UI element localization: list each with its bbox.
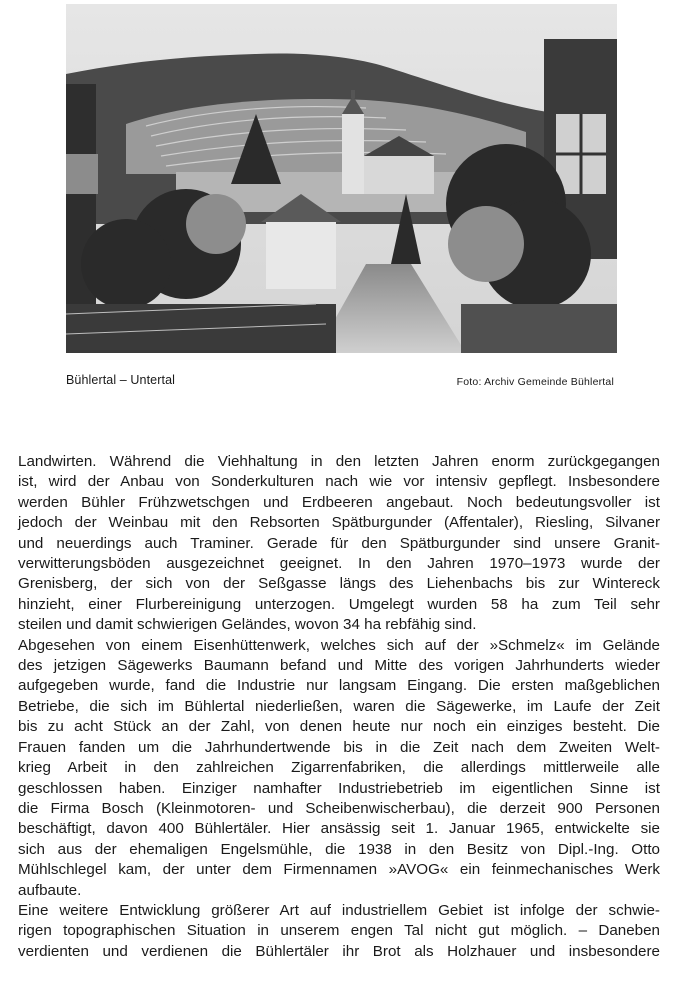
text-line: aufbaute.: [18, 881, 82, 899]
text-line: rigen topographischen Situation in unserem engen Tal nicht gut möglich. – Daneben: [18, 922, 660, 940]
text-line: steilen und damit schwierigen Geländes, wovon 34 ha rebfähig sind.: [18, 616, 477, 634]
photo-credit: Foto: Archiv Gemeinde Bühlertal: [456, 376, 614, 388]
text-line: krieg Arbeit in den zahlreichen Zigarrenfabriken, die allerdings mittlerweile alle: [18, 759, 660, 777]
text-line: aufgegeben wurde, fand die Industrie nur langsam Eingang. Die ersten maßgeblichen: [18, 677, 660, 695]
text-line: sich aus der ehemaligen Engelsmühle, die 1938 in den Besitz von Dipl.-Ing. Otto: [18, 840, 660, 858]
text-line: und neuerdings auch Traminer. Gerade für den Spätburgunder sind unsere Granit-: [18, 534, 660, 552]
text-line: verdienten und verdienen die Bühlertäler ihr Brot als Holzhauer und insbesondere: [18, 942, 660, 960]
text-line: geschlossen haben. Einziger namhafter Industriebetrieb im eigentlichen Sinne ist: [18, 779, 660, 797]
text-line: Frauen fanden um die Jahrhundertwende bis in die Zeit nach dem Zweiten Welt-: [18, 738, 660, 756]
text-line: Abgesehen von einem Eisenhüttenwerk, welches sich auf der »Schmelz« im Gelände: [18, 636, 660, 654]
text-line: ist, wird der Anbau von Sonderkulturen nach wie vor intensiv gepflegt. Insbesondere: [18, 473, 660, 491]
village-photo: [66, 4, 617, 353]
photo-caption: Bühlertal – Untertal: [66, 373, 176, 387]
text-line: hinzieht, einer Flurbereinigung unterzogen. Umgelegt wurden 58 ha zum Teil sehr: [18, 595, 660, 613]
text-line: beschäftigt, davon 400 Bühlertäler. Hier ansässig seit 1. Januar 1965, entwickelte sie: [18, 820, 660, 838]
village-photo-image: [66, 4, 617, 353]
text-line: Mühlschlegel kam, der unter dem Firmennamen »AVOG« ein feinmechanisches Werk: [18, 861, 660, 879]
text-line: bis zu acht Stück an der Zahl, von denen heute nur noch ein einziges besteht. Die: [18, 718, 660, 736]
text-line: die Firma Bosch (Kleinmotoren- und Scheibenwischerbau), die derzeit 900 Personen: [18, 799, 660, 817]
text-line: des jetzigen Sägewerks Baumann befand und Mitte des vorigen Jahrhunderts wieder: [18, 657, 660, 675]
body-text: [18, 452, 660, 962]
text-line: jedoch der Weinbau mit den Rebsorten Spätburgunder (Affentaler), Riesling, Silvaner: [18, 514, 660, 532]
text-line: werden Bühler Frühzwetschgen und Erdbeeren angebaut. Noch bedeutungsvoller ist: [18, 493, 660, 511]
text-line: verwitterungsböden ausgezeichnet geeignet. In den Jahren 1970–1973 wurde der: [18, 555, 660, 573]
text-line: Betriebe, die sich im Bühlertal niederließen, waren die Sägewerke, im Laufe der Zeit: [18, 697, 660, 715]
text-line: Landwirten. Während die Viehhaltung in den letzten Jahren enorm zurückgegangen: [18, 453, 660, 470]
text-line: Eine weitere Entwicklung größerer Art auf industriellem Gebiet ist infolge der schwie-: [18, 901, 660, 919]
text-line: Grenisberg, der sich von der Seßgasse längs des Liehenbachs bis zur Wintereck: [18, 575, 660, 593]
